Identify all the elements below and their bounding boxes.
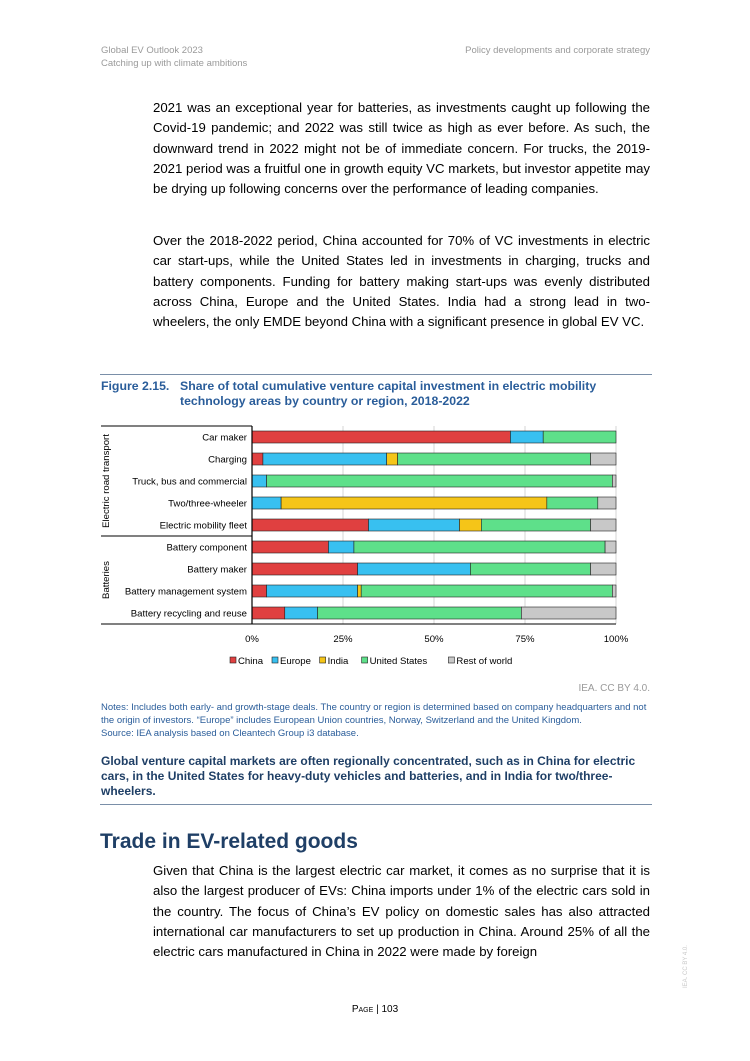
bar-segment [612,475,616,487]
x-tick-label: 100% [603,634,629,645]
body-paragraph-2: Over the 2018-2022 period, China accounted for 70% of VC investments in electric car start-ups, while the United States led in investments in charging, trucks and battery components. Funding for battery making start-ups was evenly distributed across China, Europe and the United States. India had a strong lead in two-wheelers, the only EMDE beyond China with a significant presence in global EV VC. [153,233,650,330]
page-number-value: | 103 [376,1004,399,1015]
bar-segment [252,475,267,487]
bar-segment [470,563,590,575]
bar-segment [252,541,328,553]
bar-segment [354,541,605,553]
bar-segment [267,475,613,487]
legend-label: United States [369,656,428,667]
figure-number: Figure 2.15. [101,379,170,393]
legend-label: China [238,656,264,667]
figure-source: Source: IEA analysis based on Cleantech Group i3 database. [101,728,359,739]
bar-segment [368,519,459,531]
running-header-left [101,44,247,70]
section-heading: Trade in EV-related goods [100,830,358,853]
bar-segment [252,607,285,619]
x-tick-label: 25% [333,634,353,645]
bar-segment [318,607,522,619]
bar-segment [398,453,591,465]
running-header-right: Policy developments and corporate strategy [465,45,650,56]
legend-label: India [327,656,349,667]
bar-segment [281,497,547,509]
bar-segment [387,453,398,465]
figure-key-finding: Global venture capital markets are often regionally concentrated, such as in China for electric cars, in the United States for heavy-duty vehicles and batteries, and in India for two/three-wheelers. [101,754,636,799]
category-label: Battery maker [187,564,247,576]
page-label: Page [351,1004,374,1015]
bar-segment [547,497,598,509]
side-license-mark: IEA. CC BY 4.0. [683,945,689,988]
figure-top-rule [100,374,652,375]
group-label: Electric road transport [101,434,112,528]
x-tick-label: 50% [424,634,444,645]
figure-notes: Notes: Includes both early- and growth-stage deals. The country or region is determined based on company headquarters and not the origin of investors. “Europe” includes European Union countries, Norway, Switzerland and the United Kingdom. [101,702,647,726]
bar-segment [543,431,616,443]
bar-segment [605,541,616,553]
category-label: Car maker [202,432,247,444]
bar-segment [252,453,263,465]
category-label: Battery component [166,542,247,554]
page-number [0,1004,750,1015]
category-label: Battery recycling and reuse [130,608,247,620]
bar-segment [252,519,368,531]
figure-bottom-rule [100,804,652,805]
bar-segment [252,431,510,443]
chapter-title: Catching up with climate ambitions [101,58,248,69]
category-label: Electric mobility fleet [159,520,247,532]
body-paragraph-3: Given that China is the largest electric car market, it comes as no surprise that it is also the largest producer of EVs: China imports under 1% of the electric cars sold in the country. The focus of China’s EV policy on domestic sales has also attracted international car manufacturers to set up production in China. Around 25% of all the electric cars manufactured in China in 2022 were made by foreign [153,863,650,960]
bar-segment [459,519,481,531]
bar-segment [285,607,318,619]
legend-label: Rest of world [456,656,513,667]
x-tick-label: 75% [515,634,535,645]
legend-label: Europe [280,656,311,667]
figure-credit: IEA. CC BY 4.0. [578,683,650,694]
legend-swatch [362,657,368,663]
legend-swatch [272,657,278,663]
category-label: Charging [208,454,247,466]
x-tick-label: 0% [245,634,259,645]
category-label: Battery management system [124,586,247,598]
bar-segment [361,585,612,597]
bar-segment [358,563,471,575]
legend-swatch [230,657,236,663]
legend-swatch [320,657,326,663]
bar-segment [598,497,616,509]
body-paragraph-1: 2021 was an exceptional year for batteries, as investments caught up following the Covid-19 pandemic; and 2022 was still twice as high as ever before. As such, the downward trend in 2022 might not be of immediate concern. For trucks, the 2019-2021 period was a fruitful one in growth equity VC markets, but investor appetite may be drying up following concerns over the performance of leading companies. [153,100,650,197]
bar-segment [263,453,387,465]
bar-segment [328,541,353,553]
bar-segment [252,585,267,597]
category-label: Two/three-wheeler [168,498,247,510]
group-label: Batteries [101,561,112,599]
bar-segment [267,585,358,597]
bar-segment [591,519,616,531]
bar-segment [591,563,616,575]
legend-swatch [448,657,454,663]
bar-segment [510,431,543,443]
figure-title: Share of total cumulative venture capital investment in electric mobility technology areas by country or region, 2018-2022 [180,379,597,408]
bar-segment [612,585,616,597]
category-label: Truck, bus and commercial [132,476,247,488]
bar-segment [358,585,362,597]
bar-segment [252,563,358,575]
report-title: Global EV Outlook 2023 [101,45,203,56]
bar-segment [521,607,616,619]
bar-segment [252,497,281,509]
bar-segment [591,453,616,465]
bar-segment [481,519,590,531]
stacked-bar-chart [95,422,655,672]
